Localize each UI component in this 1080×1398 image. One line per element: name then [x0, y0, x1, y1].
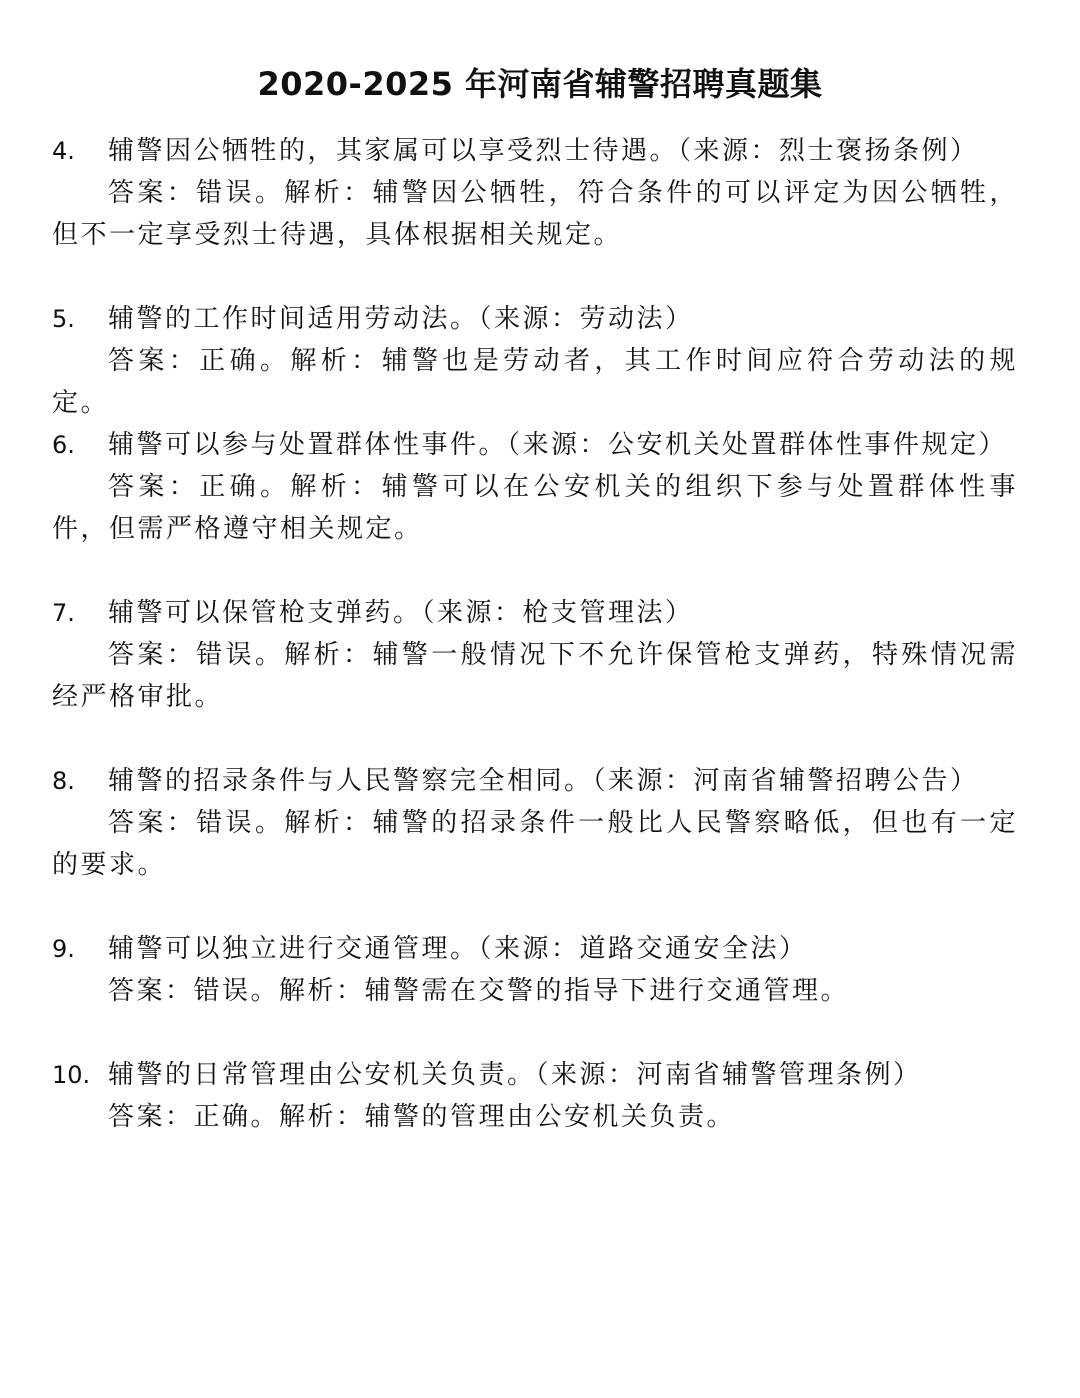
question-number: 6.	[52, 431, 75, 459]
question-text: 辅警可以参与处置群体性事件。（来源：公安机关处置群体性事件规定）	[108, 430, 1008, 460]
question-line	[52, 424, 1018, 466]
question-item	[52, 1054, 1018, 1138]
question-item	[52, 298, 1018, 424]
question-text: 辅警可以独立进行交通管理。（来源：道路交通安全法）	[108, 934, 808, 964]
answer-text: 答案：正确。解析：辅警的管理由公安机关负责。	[108, 1102, 736, 1132]
question-text: 辅警可以保管枪支弹药。（来源：枪支管理法）	[108, 598, 694, 628]
question-line	[52, 928, 1018, 970]
question-item	[52, 760, 1018, 886]
question-text: 辅警的日常管理由公安机关负责。（来源：河南省辅警管理条例）	[108, 1060, 922, 1090]
page-title: 2020-2025 年河南省辅警招聘真题集	[257, 65, 823, 103]
answer-text: 答案：错误。解析：辅警的招录条件一般比人民警察略低，但也有一定的要求。	[52, 808, 1018, 880]
question-number: 7.	[52, 599, 75, 627]
question-number: 4.	[52, 137, 75, 165]
question-line	[52, 592, 1018, 634]
answer-text: 答案：错误。解析：辅警一般情况下不允许保管枪支弹药，特殊情况需经严格审批。	[52, 640, 1018, 712]
question-text: 辅警因公牺牲的，其家属可以享受烈士待遇。（来源：烈士褒扬条例）	[108, 136, 979, 166]
question-item	[52, 130, 1018, 256]
question-number: 5.	[52, 305, 75, 333]
question-line	[52, 130, 1018, 172]
question-text: 辅警的工作时间适用劳动法。（来源：劳动法）	[108, 304, 694, 334]
question-number: 8.	[52, 767, 75, 795]
question-number: 10.	[52, 1061, 91, 1089]
question-number: 9.	[52, 935, 75, 963]
question-item	[52, 928, 1018, 1012]
answer-text: 答案：正确。解析：辅警也是劳动者，其工作时间应符合劳动法的规定。	[52, 346, 1018, 418]
question-item	[52, 424, 1018, 550]
question-line	[52, 760, 1018, 802]
question-item	[52, 592, 1018, 718]
question-line	[52, 298, 1018, 340]
question-line	[52, 1054, 1018, 1096]
answer-text: 答案：错误。解析：辅警因公牺牲，符合条件的可以评定为因公牺牲，但不一定享受烈士待遇，具体根据相关规定。	[52, 178, 1018, 250]
question-text: 辅警的招录条件与人民警察完全相同。（来源：河南省辅警招聘公告）	[108, 766, 979, 796]
answer-text: 答案：错误。解析：辅警需在交警的指导下进行交通管理。	[108, 976, 850, 1006]
answer-text: 答案：正确。解析：辅警可以在公安机关的组织下参与处置群体性事件，但需严格遵守相关规定。	[52, 472, 1018, 544]
